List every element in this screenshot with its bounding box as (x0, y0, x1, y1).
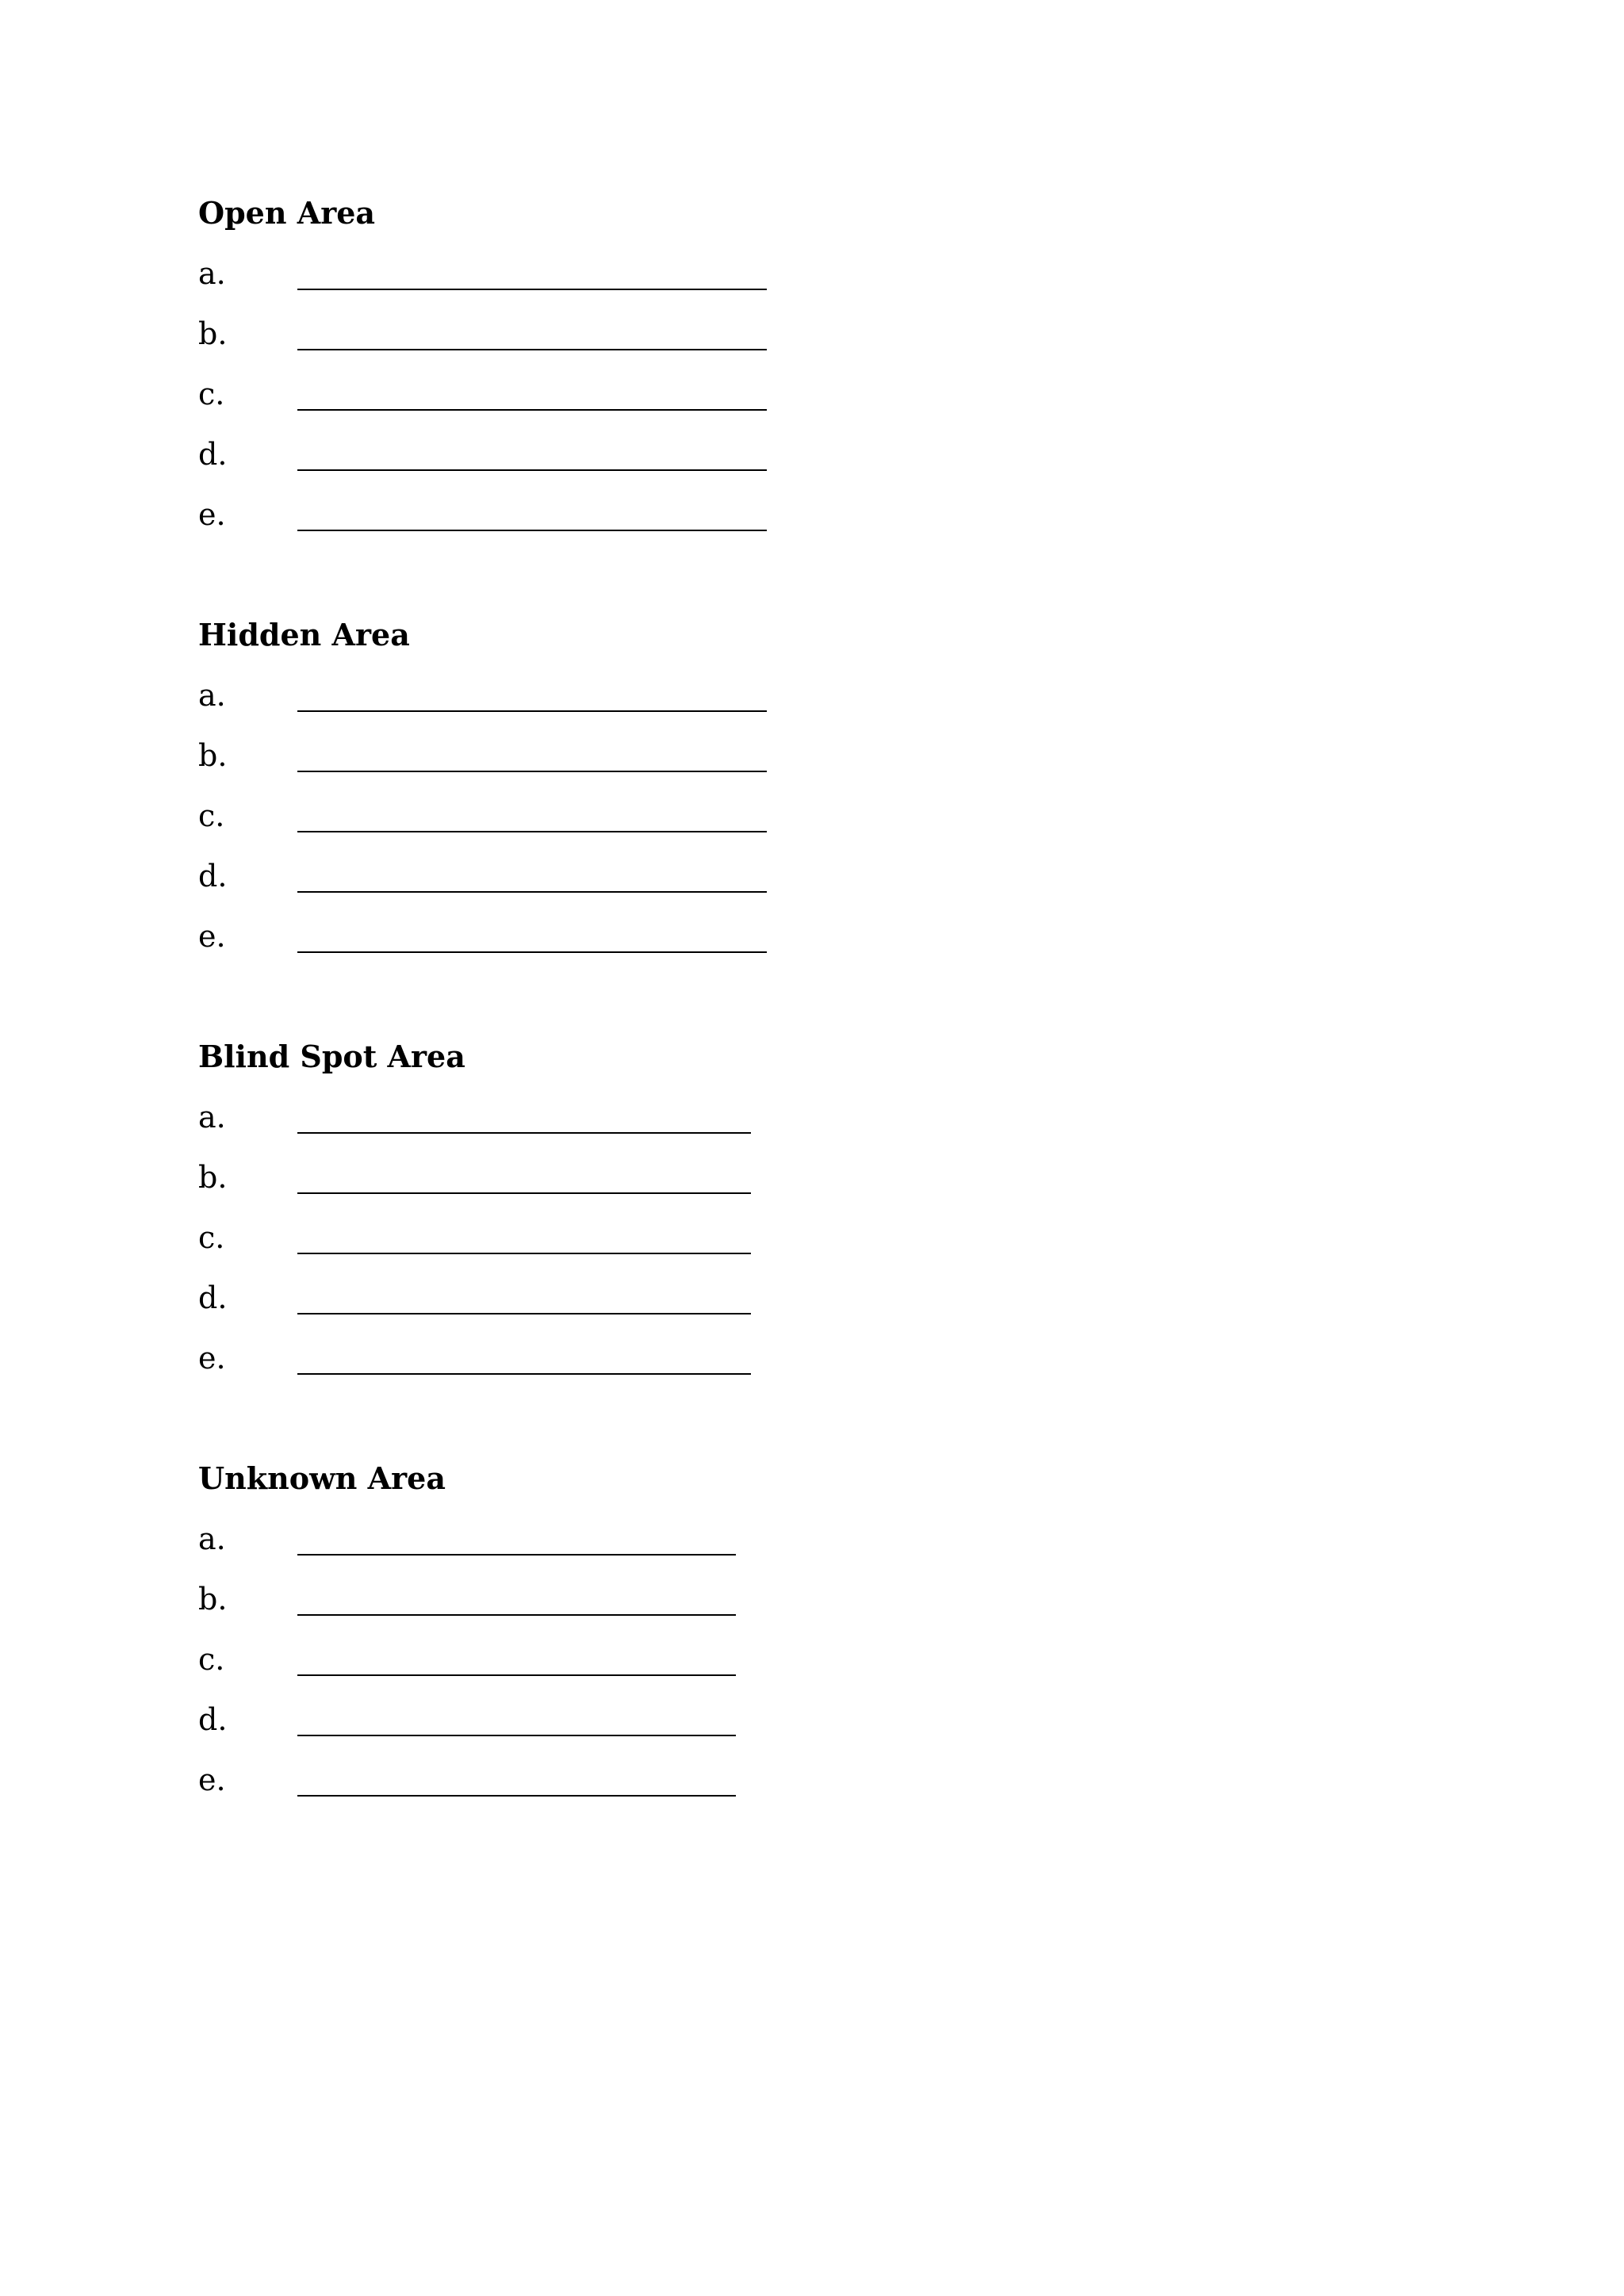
item-label: e. (198, 1341, 226, 1376)
item-label: a. (198, 678, 226, 713)
item-label: e. (198, 919, 226, 954)
list-item (198, 1343, 833, 1381)
section-heading: Hidden Area (198, 617, 410, 652)
answer-blank-line[interactable] (297, 409, 767, 411)
list-item (198, 798, 833, 839)
list-item (198, 1521, 833, 1562)
list-item (198, 316, 833, 357)
list-item (198, 1102, 833, 1140)
item-label: b. (198, 1582, 228, 1617)
item-label: e. (198, 497, 226, 532)
list-item (198, 439, 833, 477)
item-label: a. (198, 256, 226, 291)
list-item (198, 1162, 833, 1200)
answer-blank-line[interactable] (297, 530, 767, 531)
list-item (198, 1280, 833, 1321)
item-label: d. (198, 859, 228, 894)
answer-blank-line[interactable] (297, 771, 767, 772)
item-label: b. (198, 738, 228, 773)
section-heading: Unknown Area (198, 1460, 446, 1496)
section-heading: Open Area (198, 195, 376, 231)
answer-blank-line[interactable] (297, 1674, 736, 1676)
list-item (198, 1220, 833, 1261)
item-label: b. (198, 316, 228, 351)
answer-blank-line[interactable] (297, 1554, 736, 1556)
item-label: c. (198, 1642, 225, 1677)
answer-blank-line[interactable] (297, 469, 767, 471)
answer-blank-line[interactable] (297, 1735, 736, 1736)
answer-blank-line[interactable] (297, 1313, 751, 1314)
answer-blank-line[interactable] (297, 951, 767, 953)
item-label: b. (198, 1160, 228, 1195)
answer-blank-line[interactable] (297, 1795, 736, 1797)
list-item (198, 921, 833, 959)
answer-blank-line[interactable] (297, 1132, 751, 1134)
list-item (198, 1702, 833, 1743)
item-label: c. (198, 1220, 225, 1255)
item-label: d. (198, 1702, 228, 1737)
answer-blank-line[interactable] (297, 1614, 736, 1616)
item-label: e. (198, 1762, 226, 1797)
list-item (198, 740, 833, 779)
list-item (198, 1762, 833, 1803)
answer-blank-line[interactable] (297, 831, 767, 832)
list-item (198, 861, 833, 899)
answer-blank-line[interactable] (297, 289, 767, 290)
list-item (198, 379, 833, 417)
item-label: d. (198, 437, 228, 472)
list-item (198, 258, 833, 297)
list-item (198, 1644, 833, 1682)
item-label: a. (198, 1100, 226, 1135)
answer-blank-line[interactable] (297, 1192, 751, 1194)
answer-blank-line[interactable] (297, 1253, 751, 1254)
item-label: a. (198, 1521, 226, 1556)
answer-blank-line[interactable] (297, 349, 767, 350)
item-label: c. (198, 798, 225, 833)
list-item (198, 1584, 833, 1622)
section-heading: Blind Spot Area (198, 1039, 465, 1074)
answer-blank-line[interactable] (297, 891, 767, 893)
answer-blank-line[interactable] (297, 710, 767, 712)
item-label: c. (198, 377, 225, 411)
item-label: d. (198, 1280, 228, 1315)
answer-blank-line[interactable] (297, 1373, 751, 1375)
list-item (198, 499, 833, 538)
list-item (198, 680, 833, 718)
